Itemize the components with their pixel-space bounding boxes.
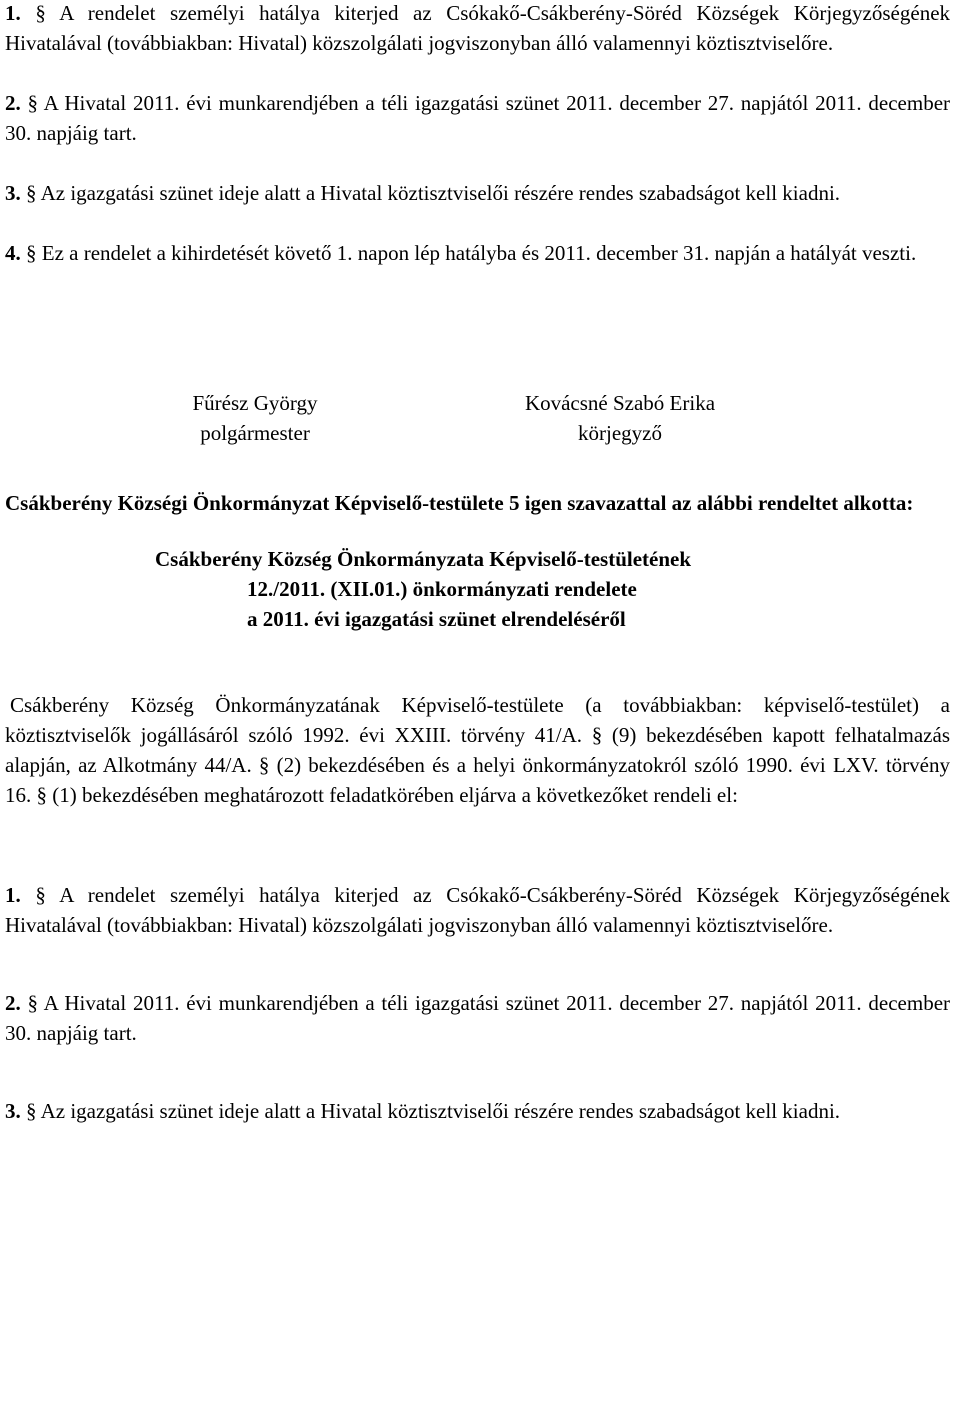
resolution-intro: Csákberény Községi Önkormányzat Képviselő-testülete 5 igen szavazattal az alábbi rendeltet alkotta: bbox=[5, 491, 914, 515]
section-number: 2. bbox=[5, 91, 21, 115]
section-number: 3. bbox=[5, 181, 21, 205]
section-2 bbox=[5, 88, 950, 148]
notary-title: körjegyző bbox=[578, 421, 662, 445]
signature-block bbox=[5, 388, 950, 452]
section-text: A Hivatal 2011. évi munkarendjében a téli igazgatási szünet 2011. december 27. napjától 2011. december 30. napjáig tart. bbox=[5, 991, 951, 1045]
section-sign: § bbox=[26, 181, 37, 205]
section-sign: § bbox=[27, 991, 39, 1015]
mayor-title: polgármester bbox=[200, 421, 310, 445]
regulation-title-line-3: a 2011. évi igazgatási szünet elrendeléséről bbox=[247, 607, 626, 631]
document-page bbox=[5, 0, 950, 1126]
section-text: Az igazgatási szünet ideje alatt a Hivatal köztisztviselői részére rendes szabadságot kell kiadni. bbox=[40, 181, 841, 205]
section-sign: § bbox=[35, 883, 46, 907]
mayor-signature bbox=[155, 388, 355, 448]
section-2-repeat bbox=[5, 988, 950, 1048]
section-4 bbox=[5, 238, 950, 268]
section-text: A rendelet személyi hatálya kiterjed az Csókakő-Csákberény-Söréd Községek Körjegyzőségének Hivatalával (továbbiakban: Hivatal) közszolgálati jogviszonyban álló valamennyi köztisztviselőre. bbox=[5, 883, 951, 937]
regulation-title-line-1: Csákberény Község Önkormányzata Képviselő-testületének bbox=[155, 547, 692, 571]
section-sign: § bbox=[26, 241, 37, 265]
section-sign: § bbox=[35, 1, 46, 25]
notary-signature bbox=[495, 388, 745, 448]
section-number: 3. bbox=[5, 1099, 21, 1123]
section-text: Az igazgatási szünet ideje alatt a Hivatal köztisztviselői részére rendes szabadságot kell kiadni. bbox=[40, 1099, 841, 1123]
regulation-title bbox=[155, 544, 950, 634]
section-text: Ez a rendelet a kihirdetését követő 1. napon lép hatályba és 2011. december 31. napján a hatályát veszti. bbox=[41, 241, 917, 265]
section-3 bbox=[5, 178, 950, 208]
section-text: A Hivatal 2011. évi munkarendjében a téli igazgatási szünet 2011. december 27. napjától 2011. december 30. napjáig tart. bbox=[5, 91, 951, 145]
section-number: 2. bbox=[5, 991, 21, 1015]
section-sign: § bbox=[27, 91, 39, 115]
section-1-repeat bbox=[5, 880, 950, 940]
section-number: 1. bbox=[5, 1, 21, 25]
section-sign: § bbox=[26, 1099, 37, 1123]
section-number: 1. bbox=[5, 883, 21, 907]
preamble: Csákberény Község Önkormányzatának Képviselő-testülete (a továbbiakban: képviselő-testület) a köztisztviselők jogállásáról szóló 1992. évi XXIII. törvény 41/A. § (9) bekezdésében kapott felhatalmazás alapján, az Alkotmány 44/A. § (2) bekezdésében és a helyi önkormányzatokról szóló 1990. évi LXV. törvény 16. § (1) bekezdésében meghatározott feladatkörében eljárva a következőket rendeli el: bbox=[5, 693, 950, 807]
section-3-repeat bbox=[5, 1096, 950, 1126]
mayor-name: Fűrész György bbox=[192, 391, 318, 415]
section-text: A rendelet személyi hatálya kiterjed az Csókakő-Csákberény-Söréd Községek Körjegyzőségének Hivatalával (továbbiakban: Hivatal) közszolgálati jogviszonyban álló valamennyi köztisztviselőre. bbox=[5, 1, 951, 55]
notary-name: Kovácsné Szabó Erika bbox=[524, 391, 716, 415]
section-1 bbox=[5, 0, 950, 58]
section-number: 4. bbox=[5, 241, 21, 265]
regulation-title-line-2: 12./2011. (XII.01.) önkormányzati rendelete bbox=[247, 577, 637, 601]
